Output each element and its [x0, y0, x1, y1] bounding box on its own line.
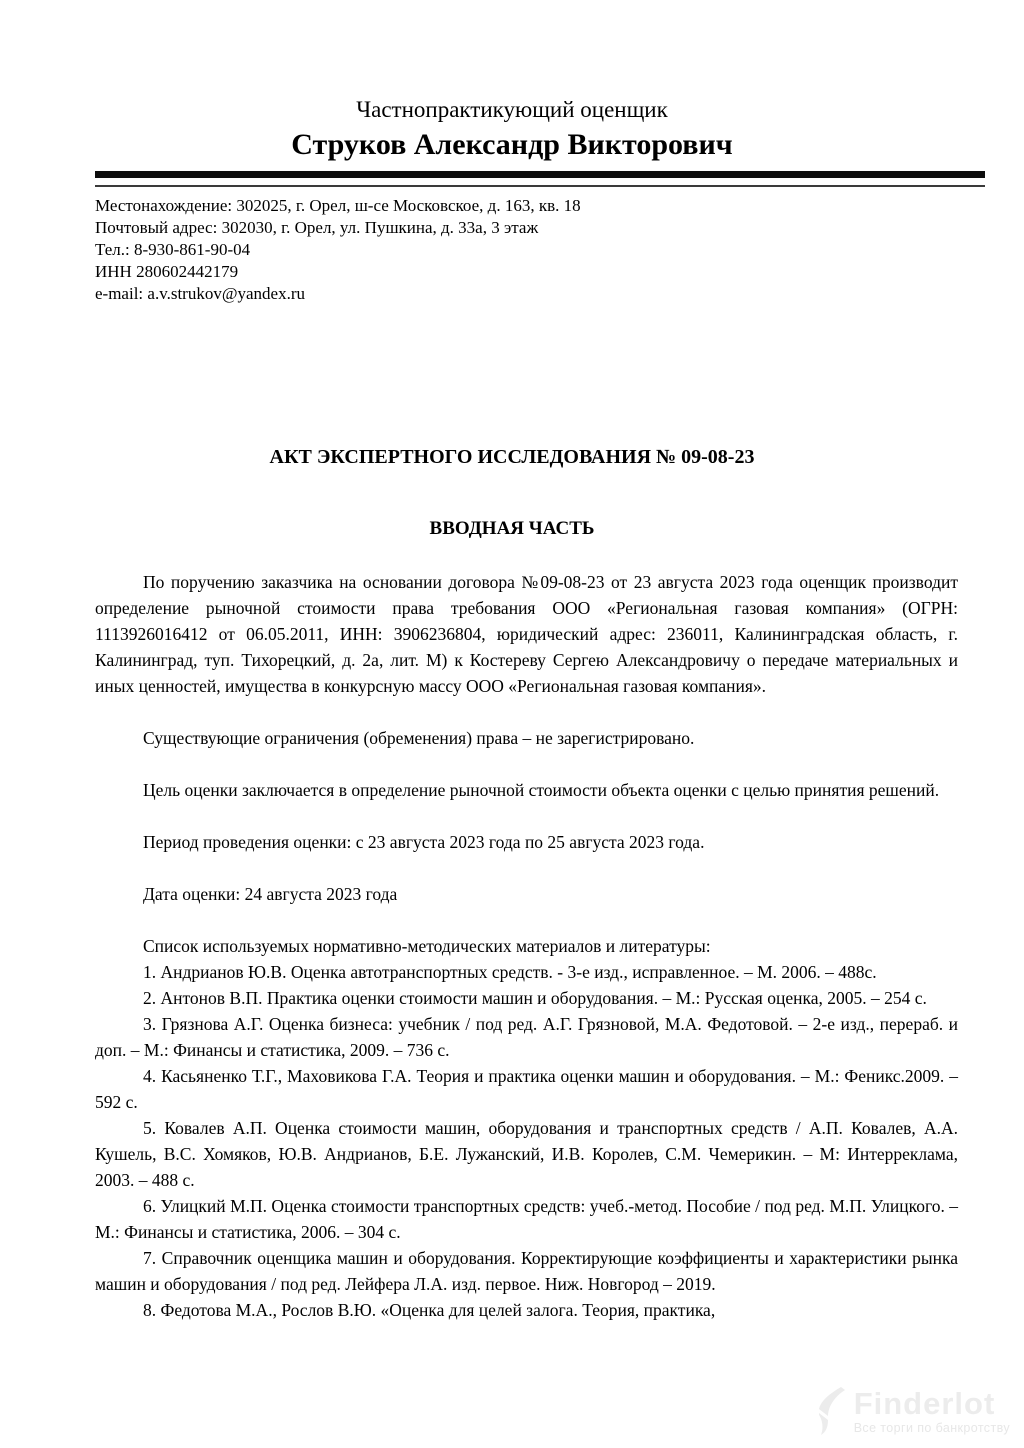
- letterhead-name: Струков Александр Викторович: [291, 127, 733, 161]
- contact-block: [95, 195, 958, 305]
- bibliography-item: 4. Касьяненко Т.Г., Маховикова Г.А. Теория и практика оценки машин и оборудования. – М.: Феникс.2009. – 592 с.: [95, 1066, 958, 1113]
- finderlot-watermark: [815, 1386, 1010, 1436]
- bibliography-item: 6. Улицкий М.П. Оценка стоимости транспортных средств: учеб.-метод. Пособие / под ред. М.П. Улицкого. – М.: Финансы и статистика, 2006. – 304 с.: [95, 1196, 958, 1243]
- letterhead: [0, 0, 1024, 162]
- watermark-text: [853, 1385, 1010, 1435]
- finderlot-ribbon-logo-icon: [815, 1386, 847, 1436]
- document-title: АКТ ЭКСПЕРТНОГО ИССЛЕДОВАНИЯ № 09-08-23: [269, 446, 755, 469]
- paragraph-purpose: Цель оценки заключается в определение рыночной стоимости объекта оценки с целью принятия решений.: [143, 780, 940, 801]
- contact-location-line: Местонахождение: 302025, г. Орел, ш-се Московское, д. 163, кв. 18: [95, 196, 581, 216]
- paragraph-encumbrances: Существующие ограничения (обременения) права – не зарегистрировано.: [143, 728, 695, 749]
- contact-inn-line: ИНН 280602442179: [95, 262, 239, 282]
- bibliography-item: 1. Андрианов Ю.В. Оценка автотранспортных средств. - 3-е изд., исправленное. – М. 2006. – 488с.: [143, 962, 877, 983]
- bibliography-item: 8. Федотова М.А., Рослов В.Ю. «Оценка для целей залога. Теория, практика,: [143, 1300, 716, 1321]
- letterhead-divider: [95, 171, 985, 187]
- contact-email-line: e-mail: a.v.strukov@yandex.ru: [95, 284, 305, 304]
- paragraph-assignment: По поручению заказчика на основании договора №09-08-23 от 23 августа 2023 года оценщик производит определение рыночной стоимости права требования ООО «Региональная газовая компания» (ОГРН: 1113926016412 от 06.05.2011, ИНН: 3906236804, юридический адрес: 236011, Калининградская область, г. Калининград, туп. Тихорецкий, д. 2а, лит. М) к Костереву Сергею Александровичу о передаче материальных и иных ценностей, имущества в конкурсную массу ООО «Региональная газовая компания».: [95, 572, 958, 697]
- bibliography-item: 2. Антонов В.П. Практика оценки стоимости машин и оборудования. – М.: Русская оценка, 2005. – 254 с.: [143, 988, 927, 1009]
- watermark-brand: Finderlot: [853, 1385, 996, 1421]
- divider-thick-rule: [95, 171, 985, 178]
- bibliography-item: 3. Грязнова А.Г. Оценка бизнеса: учебник / под ред. А.Г. Грязновой, М.А. Федотовой. – 2-е изд., перераб. и доп. – М.: Финансы и статистика, 2009. – 736 с.: [95, 1014, 958, 1061]
- paragraph-period: Период проведения оценки: с 23 августа 2023 года по 25 августа 2023 года.: [143, 832, 705, 853]
- section-title: ВВОДНАЯ ЧАСТЬ: [429, 518, 595, 540]
- bibliography-item: 7. Справочник оценщика машин и оборудования. Корректирующие коэффициенты и характеристики рынка машин и оборудования / под ред. Лейфера Л.А. изд. первое. Ниж. Новгород – 2019.: [95, 1248, 958, 1295]
- contact-postal-line: Почтовый адрес: 302030, г. Орел, ул. Пушкина, д. 33а, 3 этаж: [95, 218, 539, 238]
- document-body: [95, 569, 958, 1323]
- bibliography-item: 5. Ковалев А.П. Оценка стоимости машин, оборудования и транспортных средств / А.П. Ковалев, А.А. Кушель, В.С. Хомяков, Ю.В. Андрианов, Б.Е. Лужанский, И.В. Королев, С.М. Чемерикин. – М: Интерреклама, 2003. – 488 с.: [95, 1118, 958, 1191]
- divider-thin-rule: [95, 185, 985, 187]
- contact-phone-line: Тел.: 8-930-861-90-04: [95, 240, 251, 260]
- letterhead-subtitle: Частнопрактикующий оценщик: [356, 97, 668, 122]
- watermark-tagline: Все торги по банкротству: [853, 1420, 1010, 1435]
- paragraph-valuation-date: Дата оценки: 24 августа 2023 года: [143, 884, 398, 905]
- bibliography-heading: Список используемых нормативно-методических материалов и литературы:: [143, 936, 711, 957]
